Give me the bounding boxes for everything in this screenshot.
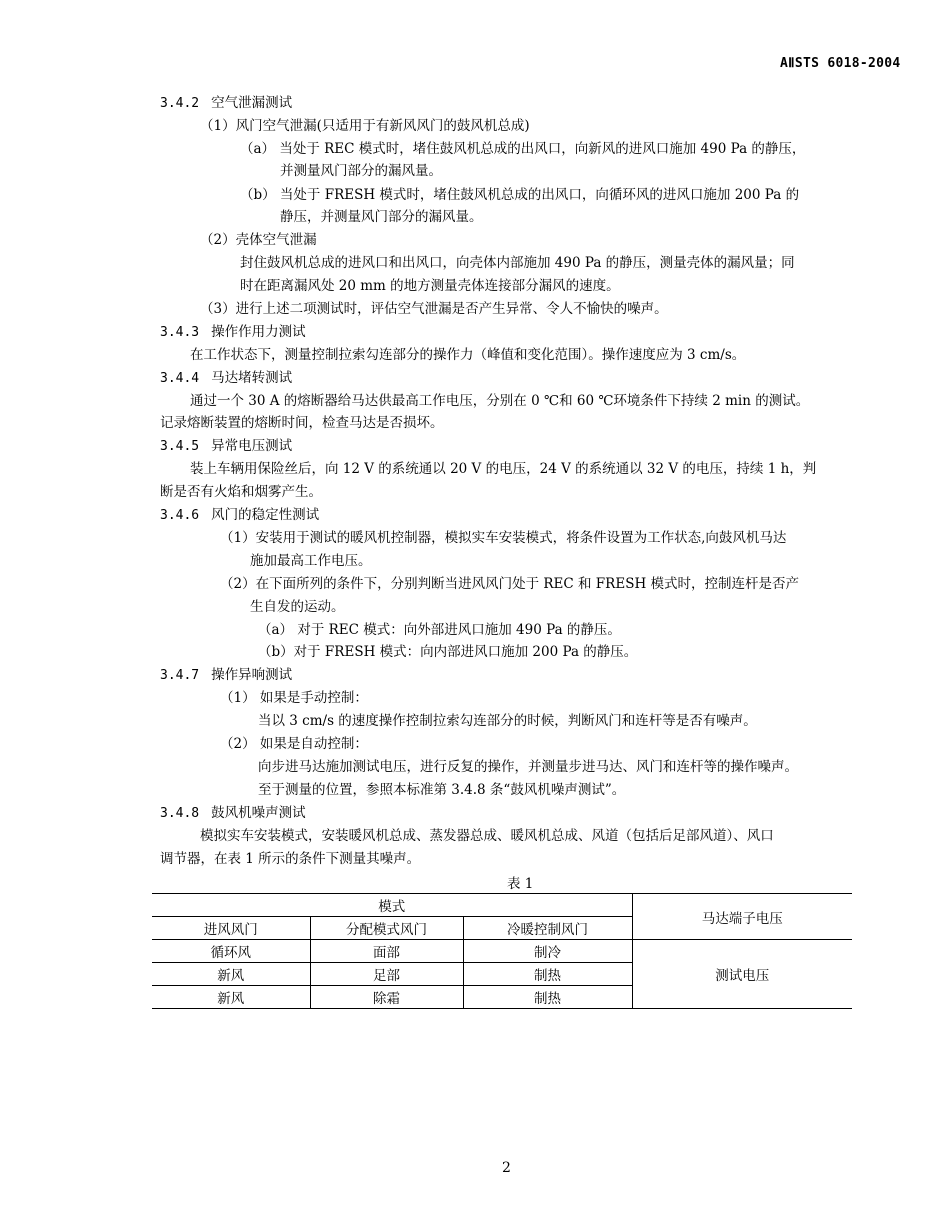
section-number: 3.4.4 — [160, 371, 200, 386]
paragraph-line: 模拟实车安装模式，安装暖风机总成、蒸发器总成、暖风机总成、风道（包括后足部风道）、风口 — [200, 828, 774, 844]
section-number: 3.4.2 — [160, 96, 200, 111]
paragraph-line: 断是否有火焰和烟雾产生。 — [160, 484, 322, 500]
section-heading-3-4-2 — [160, 92, 292, 115]
paragraph-line: 在工作状态下，测量控制拉索勾连部分的操作力（峰值和变化范围）。操作速度应为 3 cm/s。 — [190, 347, 746, 363]
table-1 — [152, 893, 852, 1009]
paragraph-line: 调节器，在表 1 所示的条件下测量其噪声。 — [160, 851, 421, 867]
paragraph-line: 当以 3 cm/s 的速度操作控制拉索勾连部分的时候，判断风门和连杆等是否有噪声。 — [258, 713, 757, 729]
paragraph-line: （2）在下面所列的条件下，分别判断当进风风门处于 REC 和 FRESH 模式时，控制连杆是否产 — [220, 576, 800, 592]
section-heading-3-4-8 — [160, 802, 306, 825]
paragraph-line: 静压，并测量风门部分的漏风量。 — [280, 209, 483, 225]
subheader-cell: 分配模式风门 — [310, 917, 463, 940]
subheader-cell: 冷暖控制风门 — [463, 917, 632, 940]
paragraph-line: 施加最高工作电压。 — [250, 553, 372, 569]
paragraph-line: （b） 当处于 FRESH 模式时，堵住鼓风机总成的出风口，向循环风的进风口施加 200 Pa 的 — [240, 187, 800, 203]
paragraph-line: 至于测量的位置，参照本标准第 3.4.8 条“鼓风机噪声测试”。 — [258, 782, 626, 798]
paragraph-line: （a） 当处于 REC 模式时，堵住鼓风机总成的出风口，向新风的进风口施加 490 Pa 的静压， — [240, 141, 806, 157]
section-title: 操作异响测试 — [211, 667, 293, 683]
section-heading-3-4-4 — [160, 367, 292, 390]
table-cell: 制冷 — [463, 940, 632, 963]
header-motor-voltage: 马达端子电压 — [632, 894, 852, 940]
paragraph-line: （3）进行上述二项测试时，评估空气泄漏是否产生异常、令人不愉快的噪声。 — [200, 301, 668, 317]
paragraph-line: （2） 如果是自动控制： — [220, 736, 368, 752]
paragraph-line: （1） 如果是手动控制： — [220, 690, 368, 706]
table-cell: 新风 — [152, 963, 310, 986]
section-number: 3.4.5 — [160, 439, 200, 454]
page-number: 2 — [502, 1160, 511, 1176]
section-title: 空气泄漏测试 — [211, 95, 293, 111]
paragraph-line: 装上车辆用保险丝后，向 12 V 的系统通以 20 V 的电压，24 V 的系统通以 32 V 的电压，持续 1 h，判 — [190, 461, 817, 477]
paragraph-line: （a） 对于 REC 模式：向外部进风口施加 490 Pa 的静压。 — [258, 622, 621, 638]
section-number: 3.4.8 — [160, 806, 200, 821]
section-number: 3.4.3 — [160, 325, 200, 340]
table-cell: 制热 — [463, 963, 632, 986]
header-mode: 模式 — [152, 894, 632, 917]
table-cell: 足部 — [310, 963, 463, 986]
voltage-cell: 测试电压 — [632, 940, 852, 1009]
section-heading-3-4-6 — [160, 504, 319, 527]
paragraph-line: 封住鼓风机总成的进风口和出风口，向壳体内部施加 490 Pa 的静压，测量壳体的漏风量；同 — [240, 255, 795, 271]
section-title: 马达堵转测试 — [211, 370, 293, 386]
paragraph-line: （b）对于 FRESH 模式：向内部进风口施加 200 Pa 的静压。 — [258, 644, 638, 660]
table-caption: 表 1 — [507, 876, 534, 892]
section-number: 3.4.6 — [160, 508, 200, 523]
paragraph-line: 生自发的运动。 — [250, 599, 345, 615]
section-heading-3-4-7 — [160, 664, 292, 687]
section-title: 异常电压测试 — [211, 438, 293, 454]
paragraph-line: （1）安装用于测试的暖风机控制器，模拟实车安装模式，将条件设置为工作状态,向鼓风机马达 — [220, 530, 787, 546]
paragraph-line: 时在距离漏风处 20 mm 的地方测量壳体连接部分漏风的速度。 — [240, 278, 620, 294]
section-number: 3.4.7 — [160, 668, 200, 683]
subheader-cell: 进风风门 — [152, 917, 310, 940]
paragraph-line: 通过一个 30 A 的熔断器给马达供最高工作电压，分别在 0 ℃和 60 ℃环境条件下持续 2 min 的测试。 — [190, 393, 810, 409]
table-cell: 面部 — [310, 940, 463, 963]
paragraph-line: （1）风门空气泄漏(只适用于有新风风门的鼓风机总成) — [200, 118, 530, 134]
table-row — [152, 940, 852, 963]
table-cell: 除霜 — [310, 986, 463, 1009]
section-title: 鼓风机噪声测试 — [211, 805, 306, 821]
section-heading-3-4-3 — [160, 321, 306, 344]
paragraph-line: （2）壳体空气泄漏 — [200, 232, 317, 248]
table-header-row — [152, 894, 852, 917]
paragraph-line: 记录熔断装置的熔断时间，检查马达是否损坏。 — [160, 415, 444, 431]
paragraph-line: 并测量风门部分的漏风量。 — [280, 163, 442, 179]
section-title: 风门的稳定性测试 — [211, 507, 320, 523]
section-title: 操作作用力测试 — [211, 324, 306, 340]
table-cell: 制热 — [463, 986, 632, 1009]
table-cell: 循环风 — [152, 940, 310, 963]
section-heading-3-4-5 — [160, 435, 292, 458]
paragraph-line: 向步进马达施加测试电压，进行反复的操作，并测量步进马达、风门和连杆等的操作噪声。 — [258, 759, 798, 775]
table-cell: 新风 — [152, 986, 310, 1009]
standard-number: AⅡSTS 6018-2004 — [780, 56, 901, 71]
